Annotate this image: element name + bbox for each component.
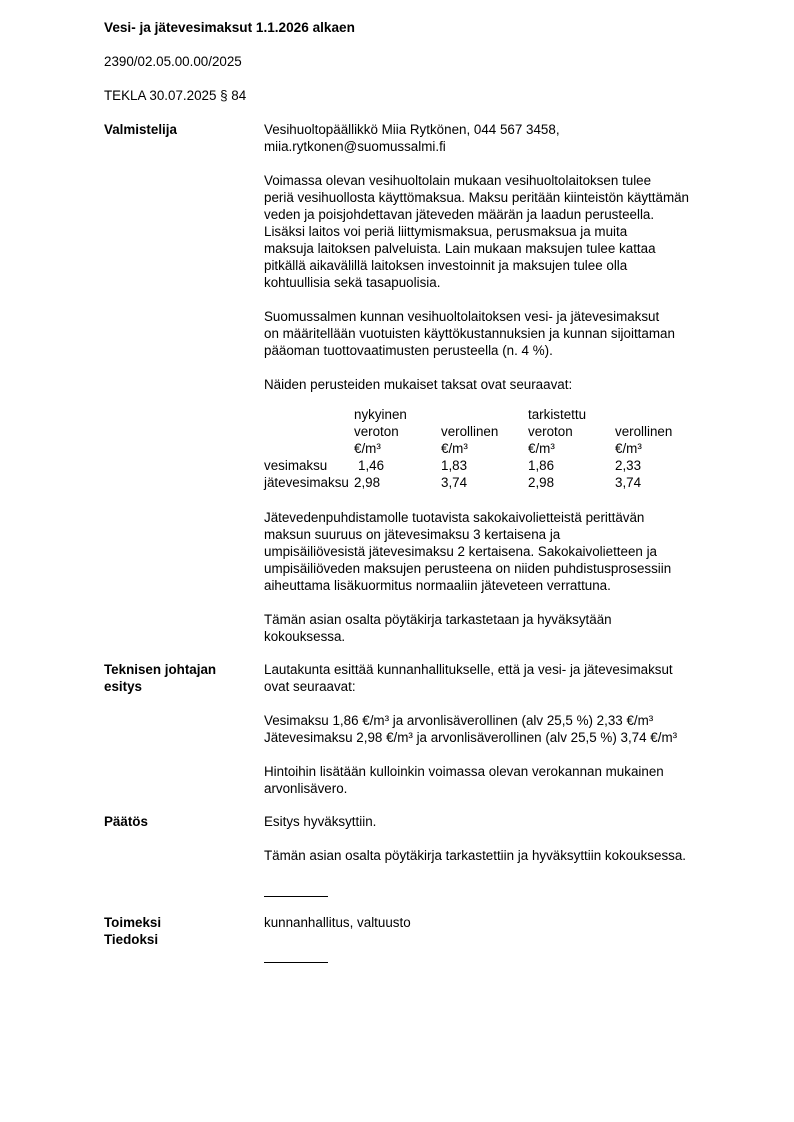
text-line: Voimassa olevan vesihuoltolain mukaan vesihuoltolaitoksen tulee [264,173,652,188]
paragraph-sludge [264,509,744,594]
table-header-cell [264,440,354,457]
table-header-cell [264,406,354,423]
text-line: Lisäksi laitos voi periä liittymismaksua, perusmaksua ja muita [264,224,628,239]
text-line: Jätevedenpuhdistamolle tuotavista sakokaivolietteistä perittävän [264,510,645,525]
paragraph-minutes [264,611,744,645]
text-line: ovat seuraavat: [264,679,356,694]
tiedoksi-label: Tiedoksi [104,932,159,947]
text-line: pääoman tuottovaatimusten perusteella (n. 4 %). [264,343,553,358]
esitys-label-line1: Teknisen johtajan [104,662,217,677]
section-label-paatos [104,813,148,830]
section-label-toimeksi [104,914,161,948]
table-header-cell: verollinen [441,424,499,439]
paatos-content [264,813,744,864]
valmistelija-label: Valmistelija [104,122,177,137]
table-cell: 2,98 [528,475,555,490]
table-cell: vesimaksu [264,458,328,473]
text-line: Hintoihin lisätään kulloinkin voimassa olevan verokannan mukainen [264,764,664,779]
text-line: pitkällä aikavälillä laitoksen investoinnit ja maksujen tulee olla [264,258,628,273]
paatos-label: Päätös [104,814,148,829]
text-line: arvonlisävero. [264,781,348,796]
text-line: Vesimaksu 1,86 €/m³ ja arvonlisäverollinen (alv 25,5 %) 2,33 €/m³ [264,713,654,728]
paragraph-minutes-approved [264,847,744,864]
text-line: Näiden perusteiden mukaiset taksat ovat seuraavat: [264,377,573,392]
text-line: kohtuullisia sekä tasapuolisia. [264,275,441,290]
section-label-esitys [104,661,216,695]
toimeksi-content [264,914,744,931]
table-header-row [264,423,705,440]
text-line: Lautakunta esittää kunnanhallitukselle, että ja vesi- ja jätevesimaksut [264,662,673,677]
text-line: on määritellään vuotuisten käyttökustannuksien ja kunnan sijoittaman [264,326,675,341]
table-cell: 2,33 [615,458,642,473]
esitys-content [264,661,744,797]
table-header-row [264,440,705,457]
table-header-row [264,406,705,423]
table-header-cell: veroton [354,424,399,439]
valmistelija-content-2 [264,509,744,645]
text-line: maksuja laitoksen palveluista. Lain mukaan maksujen tulee kattaa [264,241,656,256]
preparer-name-phone: Vesihuoltopäällikkö Miia Rytkönen, 044 567 3458, [264,122,560,137]
table-header-cell [615,406,705,423]
paragraph-vat [264,763,744,797]
table-header-cell [264,423,354,440]
table-header-cell: €/m³ [528,441,555,456]
document-title: Vesi- ja jätevesimaksut 1.1.2026 alkaen [104,20,355,35]
rates-table [264,406,705,491]
divider-line [264,896,328,897]
text-line: kokouksessa. [264,629,346,644]
text-line: Suomussalmen kunnan vesihuoltolaitoksen vesi- ja jätevesimaksut [264,309,660,324]
table-row [264,457,705,474]
meeting-reference: TEKLA 30.07.2025 § 84 [104,88,247,103]
table-cell: 1,86 [528,458,555,473]
table-cell: 3,74 [441,475,468,490]
record-id: 2390/02.05.00.00/2025 [104,54,242,69]
paragraph-law [264,172,744,291]
text-line: aiheuttama lisäkuormitus normaaliin jäteveteen verrattuna. [264,578,611,593]
paragraph-decision [264,813,744,830]
table-row [264,474,705,491]
table-header-cell: nykyinen [354,407,407,422]
text-line: Tämän asian osalta pöytäkirja tarkastetaan ja hyväksytään [264,612,612,627]
divider-line [264,962,328,963]
paragraph-basis [264,308,744,359]
table-header-cell: €/m³ [441,441,468,456]
text-line: veden ja poisjohdettavan jäteveden määrän ja laadun perusteella. [264,207,655,222]
toimeksi-label: Toimeksi [104,915,162,930]
table-header-cell: €/m³ [615,441,642,456]
table-cell: 1,46 [358,458,385,473]
paragraph-rates-intro [264,376,744,393]
text-line: maksun suuruus on jätevesimaksu 3 kertaisena ja [264,527,561,542]
preparer-contact [264,121,744,155]
text-line: periä vesihuollosta käyttömaksua. Maksu peritään kiinteistön käyttämän [264,190,689,205]
table-cell: 1,83 [441,458,468,473]
table-header-cell: verollinen [615,424,673,439]
table-header-cell: veroton [528,424,573,439]
paragraph-prices [264,712,744,746]
table-header-cell: €/m³ [354,441,381,456]
section-label-valmistelija [104,121,177,138]
recipients: kunnanhallitus, valtuusto [264,915,411,930]
table-cell: jätevesimaksu [264,475,349,490]
text-line: Jätevesimaksu 2,98 €/m³ ja arvonlisäverollinen (alv 25,5 %) 3,74 €/m³ [264,730,678,745]
text-line: umpisäiliövesistä jätevesimaksu 2 kertaisena. Sakokaivolietteen ja [264,544,657,559]
text-line: Tämän asian osalta pöytäkirja tarkastettiin ja hyväksyttiin kokouksessa. [264,848,687,863]
text-line: umpisäiliöveden maksujen perusteena on niiden puhdistusprosessiin [264,561,672,576]
preparer-email: miia.rytkonen@suomussalmi.fi [264,139,446,154]
esitys-label-line2: esitys [104,679,142,694]
valmistelija-content [264,121,744,393]
text-line: Esitys hyväksyttiin. [264,814,377,829]
table-header-cell [441,406,528,423]
paragraph-proposal [264,661,744,695]
table-cell: 2,98 [354,475,381,490]
table-header-cell: tarkistettu [528,407,587,422]
table-cell: 3,74 [615,475,642,490]
